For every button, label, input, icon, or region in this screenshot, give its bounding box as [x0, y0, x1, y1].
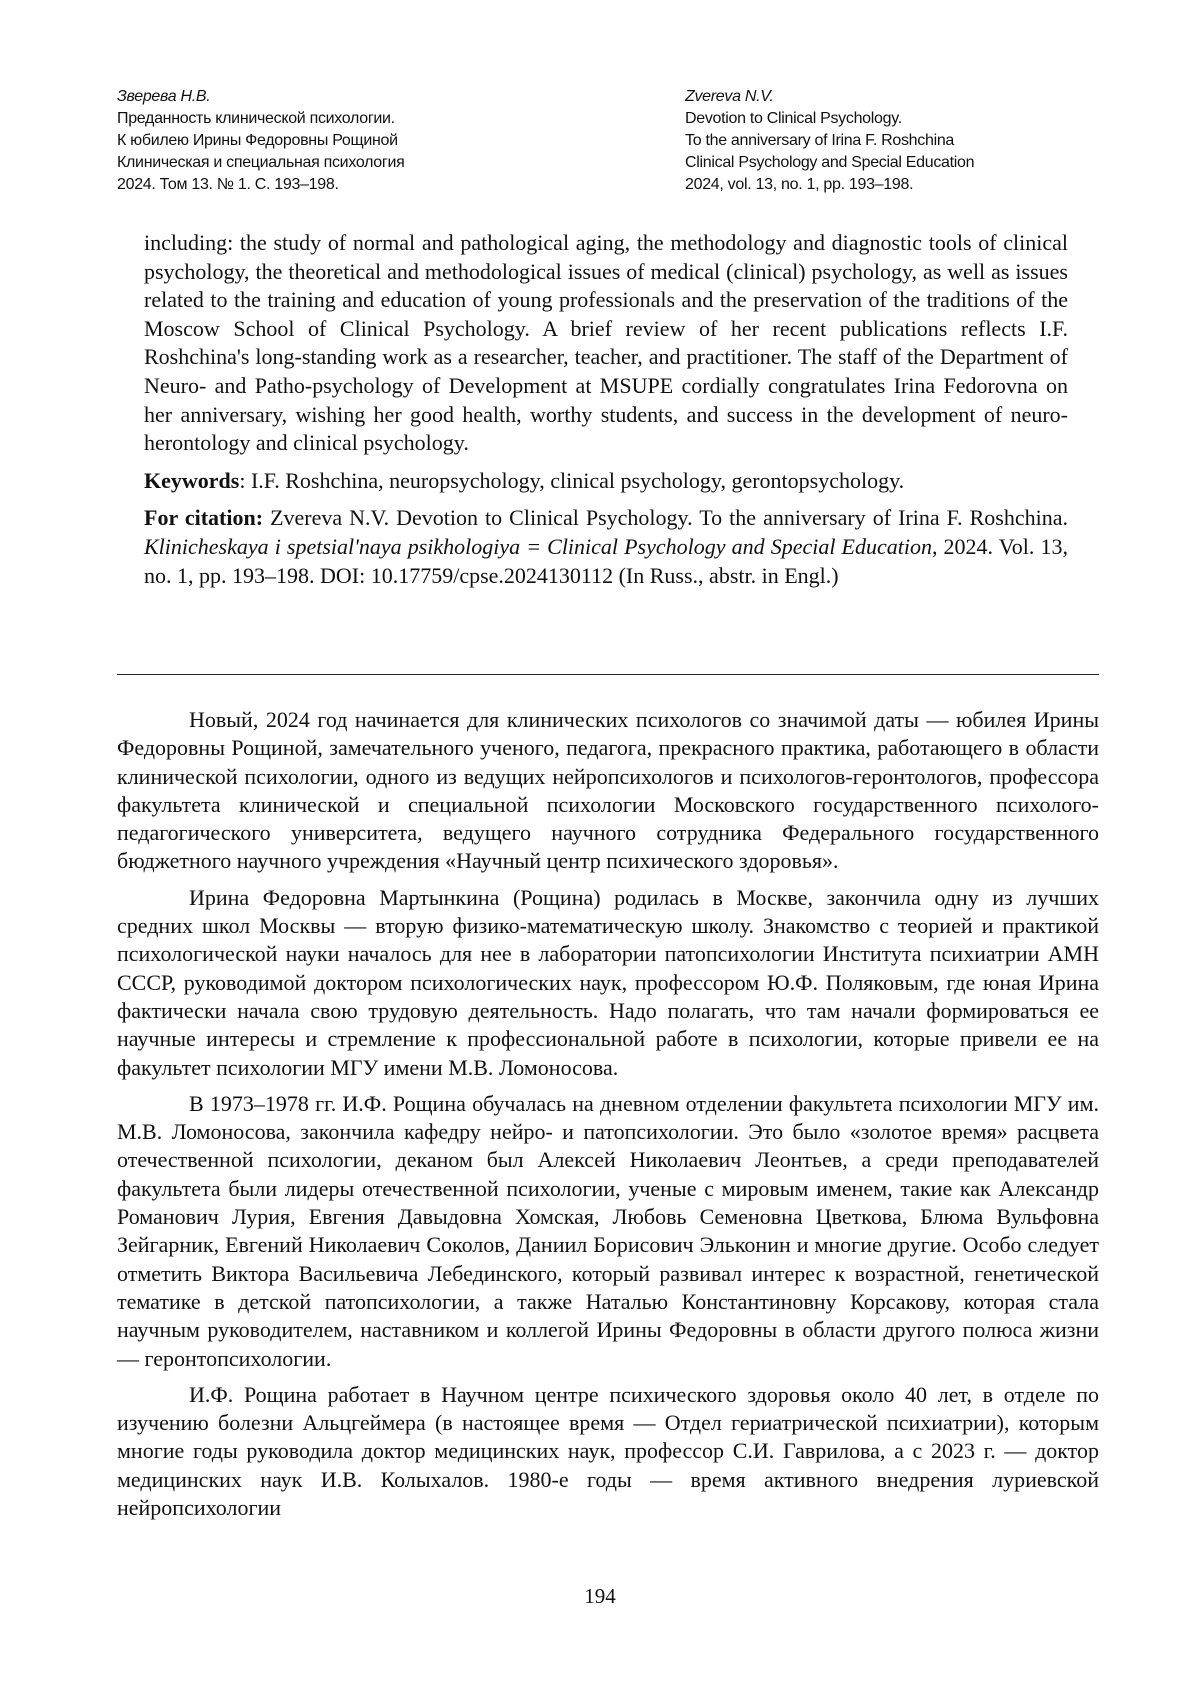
citation-text: , 2024. Vol. 13, no. 1, pp. 193–198. DOI: 10.17759/cpse.2024130112 (In Russ., abstr. in Engl.) [144, 534, 1068, 588]
running-header-en [685, 86, 974, 196]
running-header-ru [117, 86, 404, 196]
header-line: Преданность клинической психологии. [117, 108, 404, 130]
citation-text: Zvereva N.V. Devotion to Clinical Psychology. To the anniversary of Irina F. Roshchina. [263, 505, 1068, 530]
header-line: Clinical Psychology and Special Education [685, 152, 974, 174]
paragraph: Ирина Федоровна Мартынкина (Рощина) родилась в Москве, закончила одну из лучших средних школ Москвы — вторую физико-математическую школу. Знакомство с теорией и практикой психологической науки началось для нее в лаборатории патопсихологии Института психиатрии АМН СССР, руководимой доктором психологических наук, профессором Ю.Ф. Поляковым, где юная Ирина фактически начала свою трудовую деятельность. Надо полагать, что там начали формироваться ее научные интересы и стремление к профессиональной работе в психологии, которые привели ее на факультет психологии МГУ имени М.В. Ломоносова. [117, 884, 1099, 1082]
abstract-block [144, 229, 1068, 599]
paragraph: И.Ф. Рощина работает в Научном центре психического здоровья около 40 лет, в отделе по изучению болезни Альцгеймера (в настоящее время — Отдел гериатрической психиатрии), которым многие годы руководила доктор медицинских наук, профессор С.И. Гаврилова, а с 2023 г. — доктор медицинских наук И.В. Колыхалов. 1980-е годы — время активного внедрения луриевской нейропсихологии [117, 1381, 1099, 1522]
page-number: 194 [0, 1584, 1200, 1609]
citation-journal: Klinicheskaya i spetsial'naya psikhologiya = Clinical Psychology and Special Education [144, 534, 932, 559]
header-author-ru: Зверева Н.В. [117, 86, 404, 108]
header-line: To the anniversary of Irina F. Roshchina [685, 130, 974, 152]
paragraph: В 1973–1978 гг. И.Ф. Рощина обучалась на дневном отделении факультета психологии МГУ им. М.В. Ломоносова, закончила кафедру нейро- и патопсихологии. Это было «золотое время» расцвета отечественной психологии, деканом был Алексей Николаевич Леонтьев, а среди преподавателей факультета были лидеры отечественной психологии, ученые с мировым именем, такие как Александр Романович Лурия, Евгения Давыдовна Хомская, Любовь Семеновна Цветкова, Блюма Вульфовна Зейгарник, Евгений Николаевич Соколов, Даниил Борисович Эльконин и многие другие. Особо следует отметить Виктора Васильевича Лебединского, который развивал интерес к возрастной, генетической тематике в детской патопсихологии, а также Наталью Константиновну Корсакову, которая стала научным руководителем, наставником и коллегой Ирины Федоровны в области другого полюса жизни — геронтопсихологии. [117, 1090, 1099, 1373]
keywords [144, 467, 1068, 496]
keywords-list: : I.F. Roshchina, neuropsychology, clinical psychology, gerontopsychology. [239, 468, 904, 493]
header-line: 2024. Том 13. № 1. С. 193–198. [117, 174, 404, 196]
article-body [117, 706, 1099, 1530]
header-author-en: Zvereva N.V. [685, 86, 974, 108]
abstract-text: including: the study of normal and pathological aging, the methodology and diagnostic tools of clinical psychology, the theoretical and methodological issues of medical (clinical) psychology, as well as issues related to the training and education of young professionals and the preservation of the traditions of the Moscow School of Clinical Psychology. A brief review of her recent publications reflects I.F. Roshchina's long-standing work as a researcher, teacher, and practitioner. The staff of the Department of Neuro- and Patho-psychology of Development at MSUPE cordially congratulates Irina Fedorovna on her anniversary, wishing her good health, worthy students, and success in the development of neuro-herontology and clinical psychology. [144, 229, 1068, 458]
header-line: 2024, vol. 13, no. 1, pp. 193–198. [685, 174, 974, 196]
header-line: Клиническая и специальная психология [117, 152, 404, 174]
header-line: К юбилею Ирины Федоровны Рощиной [117, 130, 404, 152]
citation [144, 504, 1068, 590]
paragraph: Новый, 2024 год начинается для клинических психологов со значимой даты — юбилея Ирины Федоровны Рощиной, замечательного ученого, педагога, прекрасного практика, работающего в области клинической психологии, одного из ведущих нейропсихологов и психологов-геронтологов, профессора факультета клинической и специальной психологии Московского государственного психолого-педагогического университета, ведущего научного сотрудника Федерального государственного бюджетного научного учреждения «Научный центр психического здоровья». [117, 706, 1099, 876]
keywords-label: Keywords [144, 468, 239, 493]
header-line: Devotion to Clinical Psychology. [685, 108, 974, 130]
section-divider [117, 674, 1099, 675]
citation-label: For citation: [144, 505, 263, 530]
